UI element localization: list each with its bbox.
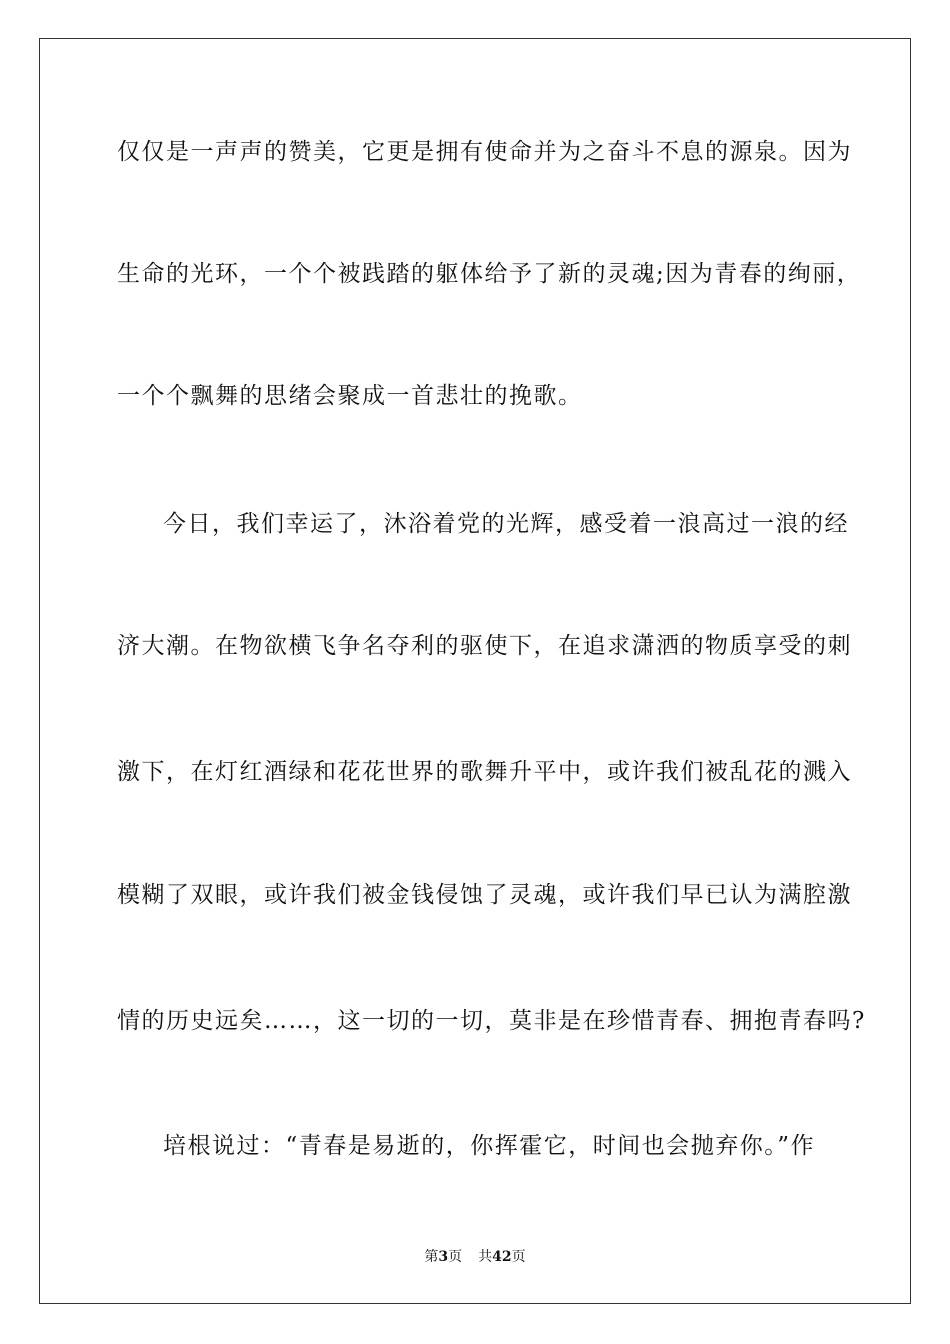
- paragraph-line: 激下，在灯红酒绿和花花世界的歌舞升平中，或许我们被乱花的溅入: [117, 759, 852, 785]
- footer-total-pages: 42: [492, 1249, 512, 1265]
- footer-page-suffix: 页: [448, 1249, 463, 1265]
- footer-total-prefix: 共: [478, 1249, 493, 1265]
- paragraph-line: 济大潮。在物欲横飞争名夺利的驱使下，在追求潇洒的物质享受的刺: [117, 633, 852, 659]
- page-frame: [39, 38, 911, 1304]
- footer-total-suffix: 页: [511, 1249, 526, 1265]
- footer-page-prefix: 第: [424, 1249, 439, 1265]
- page-footer: [0, 1248, 950, 1266]
- paragraph-line: 生命的光环，一个个被践踏的躯体给予了新的灵魂;因为青春的绚丽，: [117, 261, 862, 287]
- paragraph-line: 培根说过：“青春是易逝的，你挥霍它，时间也会抛弃你。”作: [163, 1133, 816, 1159]
- paragraph-line: 模糊了双眼，或许我们被金钱侵蚀了灵魂，或许我们早已认为满腔激: [117, 882, 852, 908]
- paragraph-line: 一个个飘舞的思绪会聚成一首悲壮的挽歌。: [117, 383, 583, 409]
- paragraph-line: 今日，我们幸运了，沐浴着党的光辉，感受着一浪高过一浪的经: [163, 511, 849, 537]
- footer-page-number: 3: [438, 1249, 449, 1265]
- paragraph-line: 情的历史远矣……，这一切的一切，莫非是在珍惜青春、拥抱青春吗?: [117, 1008, 866, 1034]
- paragraph-line: 仅仅是一声声的赞美，它更是拥有使命并为之奋斗不息的源泉。因为: [117, 139, 852, 165]
